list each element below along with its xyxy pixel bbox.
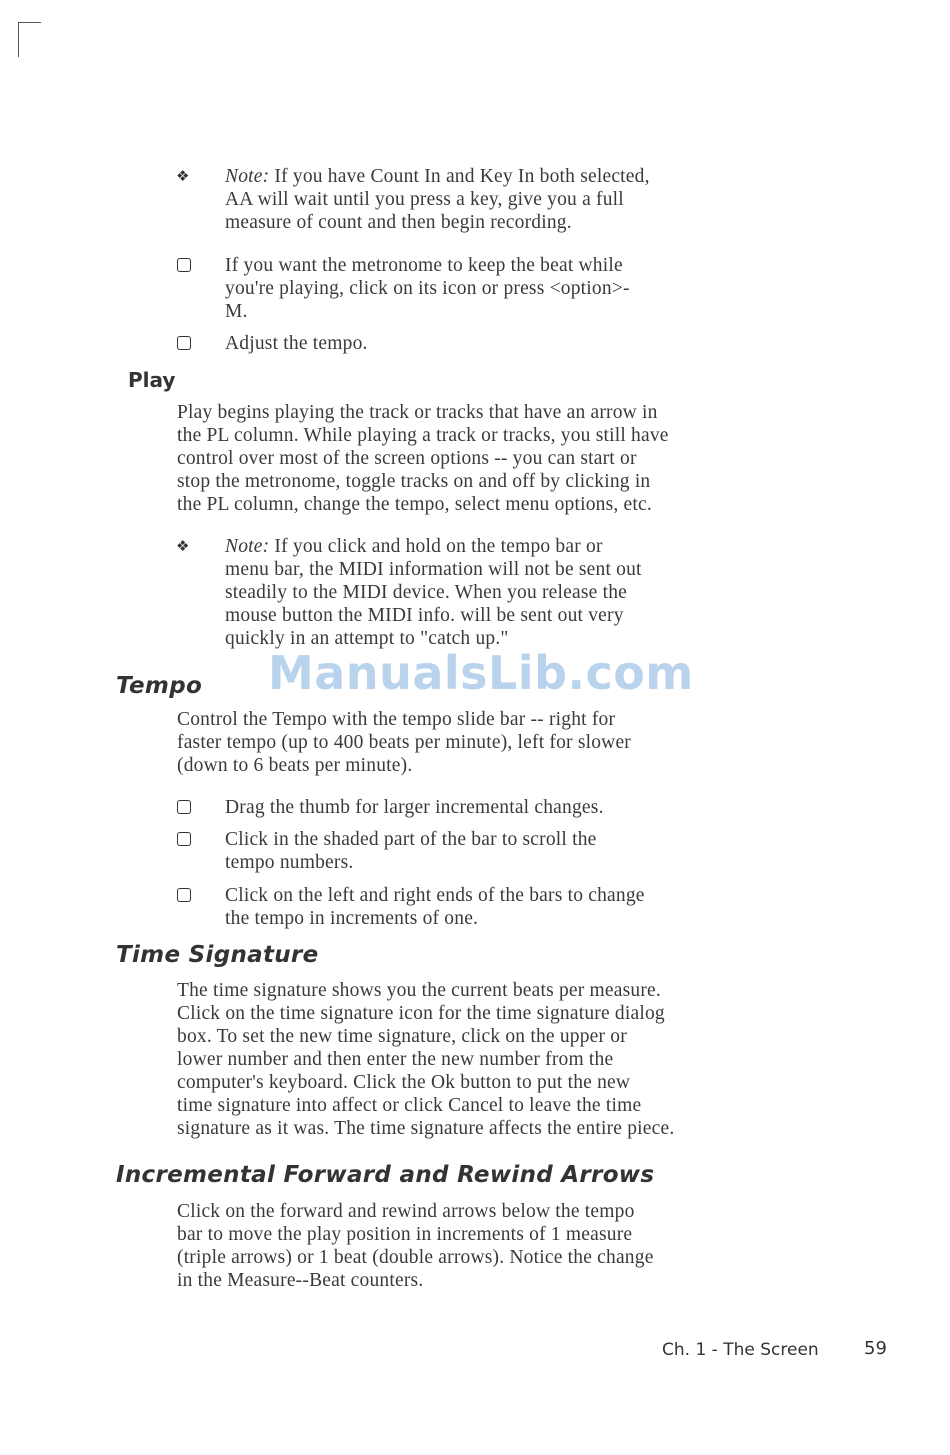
note-body: If you have Count In and Key In both selected, AA will wait until you press a key, give you a full measure of count and then begin recording. xyxy=(225,166,650,233)
crop-mark xyxy=(18,22,41,57)
checkbox-bullet-icon xyxy=(177,336,191,350)
note-text xyxy=(225,535,765,650)
play-body: Play begins playing the track or tracks that have an arrow in the PL column. While playing a track or tracks, you still have control over most of the screen options -- you can start or stop the metronome, toggle tracks on and off by clicking in the PL column, change the tempo, select menu options, etc. xyxy=(177,402,669,515)
section-heading-tempo: Tempo xyxy=(116,673,203,699)
checkbox-bullet-icon xyxy=(177,800,191,814)
time-signature-body: The time signature shows you the current beats per measure. Click on the time signature icon for the time signature dialog box. To set the new time signature, click on the upper or lower number and then enter the new number from the computer's keyboard. Click the Ok button to put the new time signature into affect or click Cancel to leave the time signature as it was. The time signature affects the entire piece. xyxy=(177,980,675,1139)
page-number: 59 xyxy=(864,1338,887,1359)
section-heading-arrows: Incremental Forward and Rewind Arrows xyxy=(116,1162,655,1188)
step-text: Click on the left and right ends of the bars to change the tempo in increments of one. xyxy=(225,885,645,929)
section-heading-play: Play xyxy=(128,368,176,392)
checkbox-bullet-icon xyxy=(177,258,191,272)
checkbox-bullet-icon xyxy=(177,888,191,902)
tempo-body: Control the Tempo with the tempo slide bar -- right for faster tempo (up to 400 beats per minute), left for slower (down to 6 beats per minute). xyxy=(177,709,632,776)
note-text xyxy=(225,165,765,234)
step-text: Adjust the tempo. xyxy=(225,333,368,354)
checkbox-bullet-icon xyxy=(177,832,191,846)
step-text: Click in the shaded part of the bar to scroll the tempo numbers. xyxy=(225,829,597,873)
step-text: If you want the metronome to keep the beat while you're playing, click on its icon or press <option>- M. xyxy=(225,255,630,322)
footer-chapter: Ch. 1 - The Screen xyxy=(662,1340,819,1360)
watermark: ManualsLib.com xyxy=(268,646,694,700)
diamond-bullet-icon: ❖ xyxy=(176,167,190,185)
note-body: If you click and hold on the tempo bar or menu bar, the MIDI information will not be sent out steadily to the MIDI device. When you release the mouse button the MIDI info. will be sent out very quickly in an attempt to "catch up." xyxy=(225,536,642,649)
note-label: Note: xyxy=(225,536,270,557)
section-heading-time-signature: Time Signature xyxy=(116,942,319,968)
step-text: Drag the thumb for larger incremental changes. xyxy=(225,797,604,818)
arrows-body: Click on the forward and rewind arrows below the tempo bar to move the play position in increments of 1 measure (triple arrows) or 1 beat (double arrows). Notice the change in the Measure--Beat counters. xyxy=(177,1201,654,1291)
diamond-bullet-icon: ❖ xyxy=(176,537,190,555)
note-label: Note: xyxy=(225,166,270,187)
